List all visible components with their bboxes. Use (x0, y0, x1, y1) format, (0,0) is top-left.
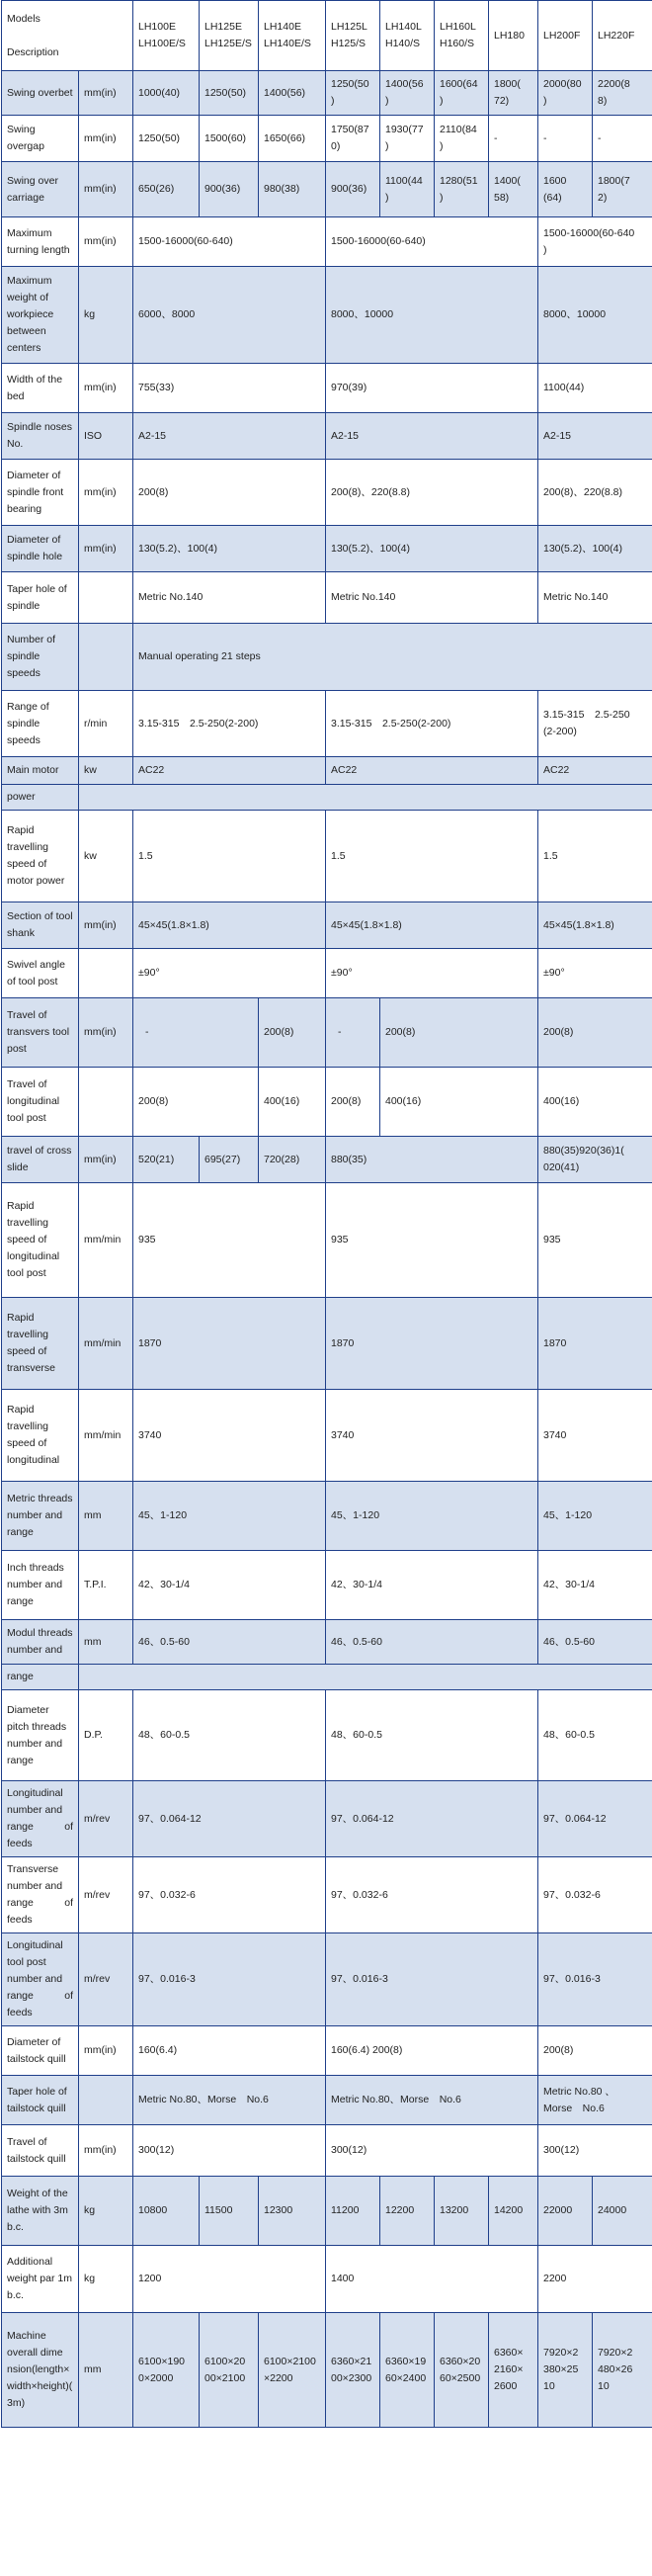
cell: 1.5 (326, 811, 538, 902)
cell: 1800( 72) (489, 71, 538, 116)
table-row (2, 162, 652, 217)
cell: 1100(44 ) (380, 162, 435, 217)
cell: 1250(50 ) (326, 71, 380, 116)
cell: 97、0.016-3 (326, 1933, 538, 2026)
table-row (2, 2313, 652, 2428)
cell: 7920×2 480×26 10 (593, 2313, 652, 2428)
cell: 45、1-120 (133, 1482, 326, 1551)
row-unit (79, 949, 133, 998)
model-lh140e: LH140E LH140E/S (259, 1, 326, 71)
models-description-cell: Models Description (2, 1, 133, 71)
cell: 6360× 2160× 2600 (489, 2313, 538, 2428)
row-unit: mm(in) (79, 2026, 133, 2076)
cell: 1650(66) (259, 116, 326, 162)
model-lh100e: LH100E LH100E/S (133, 1, 200, 71)
table-row (2, 811, 652, 902)
cell: 980(38) (259, 162, 326, 217)
cell: 130(5.2)、100(4) (133, 526, 326, 572)
row-label: Longitudinal tool post number and range of feeds (2, 1933, 79, 2026)
table-row (2, 1690, 652, 1781)
cell: 97、0.064-12 (133, 1781, 326, 1857)
row-label: Travel of transvers tool post (2, 998, 79, 1068)
cell: 8000、10000 (538, 267, 652, 364)
row-unit: ISO (79, 413, 133, 460)
cell: 1500-16000(60-640) (133, 217, 326, 267)
cell: 46、0.5-60 (133, 1620, 326, 1665)
cell: 10800 (133, 2177, 200, 2246)
cell: 7920×2 380×25 10 (538, 2313, 593, 2428)
row-unit: kg (79, 267, 133, 364)
row-label: Maximum turning length (2, 217, 79, 267)
cell: AC22 (538, 757, 652, 785)
row-unit: mm/min (79, 1298, 133, 1390)
cell: 97、0.032-6 (133, 1857, 326, 1933)
cell: 1600(64 ) (435, 71, 489, 116)
cell: 97、0.064-12 (326, 1781, 538, 1857)
table-row (2, 526, 652, 572)
cell: - (593, 116, 652, 162)
cell: 3740 (538, 1390, 652, 1482)
cell: - (326, 998, 380, 1068)
cell: 2200 (538, 2246, 652, 2313)
table-row (2, 1933, 652, 2026)
cell: 520(21) (133, 1137, 200, 1183)
cell: 45、1-120 (538, 1482, 652, 1551)
row-unit (79, 2076, 133, 2125)
row-label: Longitudinal number and range of feeds (2, 1781, 79, 1857)
cell: 400(16) (538, 1068, 652, 1137)
cell: 11200 (326, 2177, 380, 2246)
cell: 300(12) (538, 2125, 652, 2177)
cell: 45×45(1.8×1.8) (538, 902, 652, 949)
cell: 8000、10000 (326, 267, 538, 364)
empty-cell (79, 785, 652, 811)
cell: 6360×21 00×2300 (326, 2313, 380, 2428)
row-unit: mm(in) (79, 162, 133, 217)
cell: 1400( 58) (489, 162, 538, 217)
cell: 6000、8000 (133, 267, 326, 364)
table-row-continued (2, 785, 652, 811)
table-row (2, 413, 652, 460)
table-row (2, 624, 652, 691)
row-unit: m/rev (79, 1857, 133, 1933)
row-label: Travel of tailstock quill (2, 2125, 79, 2177)
cell: 45、1-120 (326, 1482, 538, 1551)
model-lh180: LH180 (489, 1, 538, 71)
table-row (2, 1298, 652, 1390)
model-lh140l: LH140L H140/S (380, 1, 435, 71)
models-header-row (2, 1, 652, 71)
cell: Manual operating 21 steps (133, 624, 652, 691)
cell: 400(16) (259, 1068, 326, 1137)
cell: 650(26) (133, 162, 200, 217)
table-row (2, 1137, 652, 1183)
row-label: Diameter pitch threads number and range (2, 1690, 79, 1781)
cell: 3.15-315 2.5-250(2-200) (326, 691, 538, 757)
table-row (2, 902, 652, 949)
cell: 935 (326, 1183, 538, 1298)
cell: AC22 (326, 757, 538, 785)
cell: 3740 (133, 1390, 326, 1482)
row-label: Width of the bed (2, 364, 79, 413)
cell: 45×45(1.8×1.8) (133, 902, 326, 949)
row-label: Swivel angle of tool post (2, 949, 79, 998)
cell: 130(5.2)、100(4) (538, 526, 652, 572)
row-label: Diameter of tailstock quill (2, 2026, 79, 2076)
cell: 1.5 (133, 811, 326, 902)
cell: 755(33) (133, 364, 326, 413)
cell: 900(36) (200, 162, 259, 217)
cell: 880(35) (326, 1137, 538, 1183)
row-unit (79, 1068, 133, 1137)
cell: 1870 (538, 1298, 652, 1390)
cell: 6360×20 60×2500 (435, 2313, 489, 2428)
cell: 1100(44) (538, 364, 652, 413)
cell: - (133, 998, 259, 1068)
row-unit: mm(in) (79, 526, 133, 572)
cell: 200(8) (380, 998, 538, 1068)
row-unit: r/min (79, 691, 133, 757)
cell: 22000 (538, 2177, 593, 2246)
cell: 48、60-0.5 (133, 1690, 326, 1781)
cell: 1200 (133, 2246, 326, 2313)
table-row (2, 460, 652, 526)
cell: 42、30-1/4 (538, 1551, 652, 1620)
row-label: Travel of longitudinal tool post (2, 1068, 79, 1137)
cell: 3.15-315 2.5-250(2-200) (133, 691, 326, 757)
row-label: Spindle noses No. (2, 413, 79, 460)
table-row (2, 1390, 652, 1482)
row-unit: kg (79, 2177, 133, 2246)
cell: 46、0.5-60 (538, 1620, 652, 1665)
cell: 1400 (326, 2246, 538, 2313)
cell: 300(12) (326, 2125, 538, 2177)
table-row (2, 949, 652, 998)
cell: 48、60-0.5 (326, 1690, 538, 1781)
row-unit: mm(in) (79, 217, 133, 267)
row-label: Maximum weight of workpiece between centers (2, 267, 79, 364)
cell: 1.5 (538, 811, 652, 902)
cell: 6100×190 0×2000 (133, 2313, 200, 2428)
row-unit: mm(in) (79, 460, 133, 526)
cell: 160(6.4) 200(8) (326, 2026, 538, 2076)
row-unit: mm(in) (79, 116, 133, 162)
row-label: Transverse number and range of feeds (2, 1857, 79, 1933)
cell: 970(39) (326, 364, 538, 413)
table-row (2, 2026, 652, 2076)
cell: 48、60-0.5 (538, 1690, 652, 1781)
cell: 1870 (133, 1298, 326, 1390)
row-unit: mm(in) (79, 364, 133, 413)
cell: 1750(87 0) (326, 116, 380, 162)
row-unit: mm/min (79, 1183, 133, 1298)
row-label: Main motor (2, 757, 79, 785)
cell: 46、0.5-60 (326, 1620, 538, 1665)
row-unit (79, 624, 133, 691)
cell: ±90° (326, 949, 538, 998)
row-unit (79, 572, 133, 624)
row-label: Inch threads number and range (2, 1551, 79, 1620)
cell: 3.15-315 2.5-250 (2-200) (538, 691, 652, 757)
table-row (2, 1857, 652, 1933)
row-label: Additional weight par 1m b.c. (2, 2246, 79, 2313)
cell: 3740 (326, 1390, 538, 1482)
cell: AC22 (133, 757, 326, 785)
cell: 300(12) (133, 2125, 326, 2177)
row-label: Diameter of spindle front bearing (2, 460, 79, 526)
table-row (2, 2177, 652, 2246)
cell: 1500-16000(60-640 ) (538, 217, 652, 267)
cell: 45×45(1.8×1.8) (326, 902, 538, 949)
row-label: Rapid travelling speed of transverse (2, 1298, 79, 1390)
table-row (2, 2076, 652, 2125)
cell: 1250(50) (133, 116, 200, 162)
table-row (2, 364, 652, 413)
cell: 935 (538, 1183, 652, 1298)
cell: 97、0.064-12 (538, 1781, 652, 1857)
cell: 97、0.032-6 (326, 1857, 538, 1933)
table-row (2, 1482, 652, 1551)
cell: 720(28) (259, 1137, 326, 1183)
cell: 12300 (259, 2177, 326, 2246)
table-row (2, 71, 652, 116)
cell: 200(8) (133, 460, 326, 526)
row-label: Section of tool shank (2, 902, 79, 949)
row-label: Weight of the lathe with 3m b.c. (2, 2177, 79, 2246)
cell: 12200 (380, 2177, 435, 2246)
cell: 200(8) (538, 2026, 652, 2076)
cell: ±90° (133, 949, 326, 998)
cell: 1500(60) (200, 116, 259, 162)
cell: Metric No.140 (326, 572, 538, 624)
table-row (2, 267, 652, 364)
cell: 400(16) (380, 1068, 538, 1137)
cell: 42、30-1/4 (133, 1551, 326, 1620)
row-label: Range of spindle speeds (2, 691, 79, 757)
cell: 1280(51 ) (435, 162, 489, 217)
row-label: travel of cross slide (2, 1137, 79, 1183)
cell: 6360×19 60×2400 (380, 2313, 435, 2428)
model-lh200f: LH200F (538, 1, 593, 71)
cell: 2000(80 ) (538, 71, 593, 116)
table-row (2, 998, 652, 1068)
cell: 1500-16000(60-640) (326, 217, 538, 267)
cell: 1250(50) (200, 71, 259, 116)
cell: 160(6.4) (133, 2026, 326, 2076)
cell: Metric No.140 (538, 572, 652, 624)
table-row (2, 757, 652, 785)
cell: 1800(7 2) (593, 162, 652, 217)
cell: Metric No.80、Morse No.6 (133, 2076, 326, 2125)
table-row (2, 116, 652, 162)
row-unit: mm(in) (79, 902, 133, 949)
cell: 24000 (593, 2177, 652, 2246)
cell: 200(8)、220(8.8) (326, 460, 538, 526)
row-unit: mm(in) (79, 998, 133, 1068)
row-unit: mm (79, 1482, 133, 1551)
cell: 200(8)、220(8.8) (538, 460, 652, 526)
cell: 2200(8 8) (593, 71, 652, 116)
row-unit: m/rev (79, 1781, 133, 1857)
cell: 1400(56 ) (380, 71, 435, 116)
cell: 1930(77 ) (380, 116, 435, 162)
row-label: Number of spindle speeds (2, 624, 79, 691)
row-unit: T.P.I. (79, 1551, 133, 1620)
table-row (2, 217, 652, 267)
row-unit: mm(in) (79, 2125, 133, 2177)
table-row-continued (2, 1665, 652, 1690)
cell: 1600 (64) (538, 162, 593, 217)
cell: 1000(40) (133, 71, 200, 116)
cell: 130(5.2)、100(4) (326, 526, 538, 572)
cell: 1400(56) (259, 71, 326, 116)
cell: 97、0.032-6 (538, 1857, 652, 1933)
model-lh220f: LH220F (593, 1, 652, 71)
cell: 2110(84 ) (435, 116, 489, 162)
cell: Metric No.80 、 Morse No.6 (538, 2076, 652, 2125)
row-unit: mm(in) (79, 1137, 133, 1183)
table-row (2, 572, 652, 624)
row-label: range (2, 1665, 79, 1690)
row-label: Modul threads number and (2, 1620, 79, 1665)
row-label: Taper hole of spindle (2, 572, 79, 624)
model-lh125l: LH125L H125/S (326, 1, 380, 71)
row-unit: kw (79, 811, 133, 902)
row-label: Diameter of spindle hole (2, 526, 79, 572)
table-row (2, 1781, 652, 1857)
row-unit: mm(in) (79, 71, 133, 116)
row-unit: mm (79, 1620, 133, 1665)
row-label: Swing overbet (2, 71, 79, 116)
cell: Metric No.80、Morse No.6 (326, 2076, 538, 2125)
specification-table (1, 0, 652, 2428)
cell: 97、0.016-3 (133, 1933, 326, 2026)
table-row (2, 1620, 652, 1665)
row-label: Rapid travelling speed of longitudinal (2, 1390, 79, 1482)
cell: - (538, 116, 593, 162)
cell: A2-15 (133, 413, 326, 460)
cell: 6100×2100 ×2200 (259, 2313, 326, 2428)
row-label: Taper hole of tailstock quill (2, 2076, 79, 2125)
row-label: Swing overgap (2, 116, 79, 162)
empty-cell (79, 1665, 652, 1690)
row-label: Rapid travelling speed of motor power (2, 811, 79, 902)
table-row (2, 1068, 652, 1137)
row-label: Rapid travelling speed of longitudinal tool post (2, 1183, 79, 1298)
table-row (2, 1183, 652, 1298)
cell: 14200 (489, 2177, 538, 2246)
model-lh125e: LH125E LH125E/S (200, 1, 259, 71)
cell: 935 (133, 1183, 326, 1298)
row-unit: mm/min (79, 1390, 133, 1482)
cell: 200(8) (133, 1068, 259, 1137)
row-label: Machine overall dime nsion(length× width×height)( 3m) (2, 2313, 79, 2428)
cell: 1870 (326, 1298, 538, 1390)
table-row (2, 2246, 652, 2313)
cell: 900(36) (326, 162, 380, 217)
row-label: Metric threads number and range (2, 1482, 79, 1551)
row-unit: m/rev (79, 1933, 133, 2026)
row-unit: mm (79, 2313, 133, 2428)
model-lh160l: LH160L H160/S (435, 1, 489, 71)
cell: Metric No.140 (133, 572, 326, 624)
cell: 42、30-1/4 (326, 1551, 538, 1620)
cell: ±90° (538, 949, 652, 998)
cell: 97、0.016-3 (538, 1933, 652, 2026)
row-unit: kg (79, 2246, 133, 2313)
cell: 200(8) (538, 998, 652, 1068)
cell: A2-15 (538, 413, 652, 460)
cell: 6100×20 00×2100 (200, 2313, 259, 2428)
cell: 200(8) (259, 998, 326, 1068)
cell: 11500 (200, 2177, 259, 2246)
cell: 200(8) (326, 1068, 380, 1137)
cell: 695(27) (200, 1137, 259, 1183)
row-unit: D.P. (79, 1690, 133, 1781)
cell: 880(35)920(36)1( 020(41) (538, 1137, 652, 1183)
row-label: Swing over carriage (2, 162, 79, 217)
cell: A2-15 (326, 413, 538, 460)
cell: 13200 (435, 2177, 489, 2246)
row-unit: kw (79, 757, 133, 785)
table-row (2, 2125, 652, 2177)
cell: - (489, 116, 538, 162)
row-label: power (2, 785, 79, 811)
table-row (2, 691, 652, 757)
table-row (2, 1551, 652, 1620)
